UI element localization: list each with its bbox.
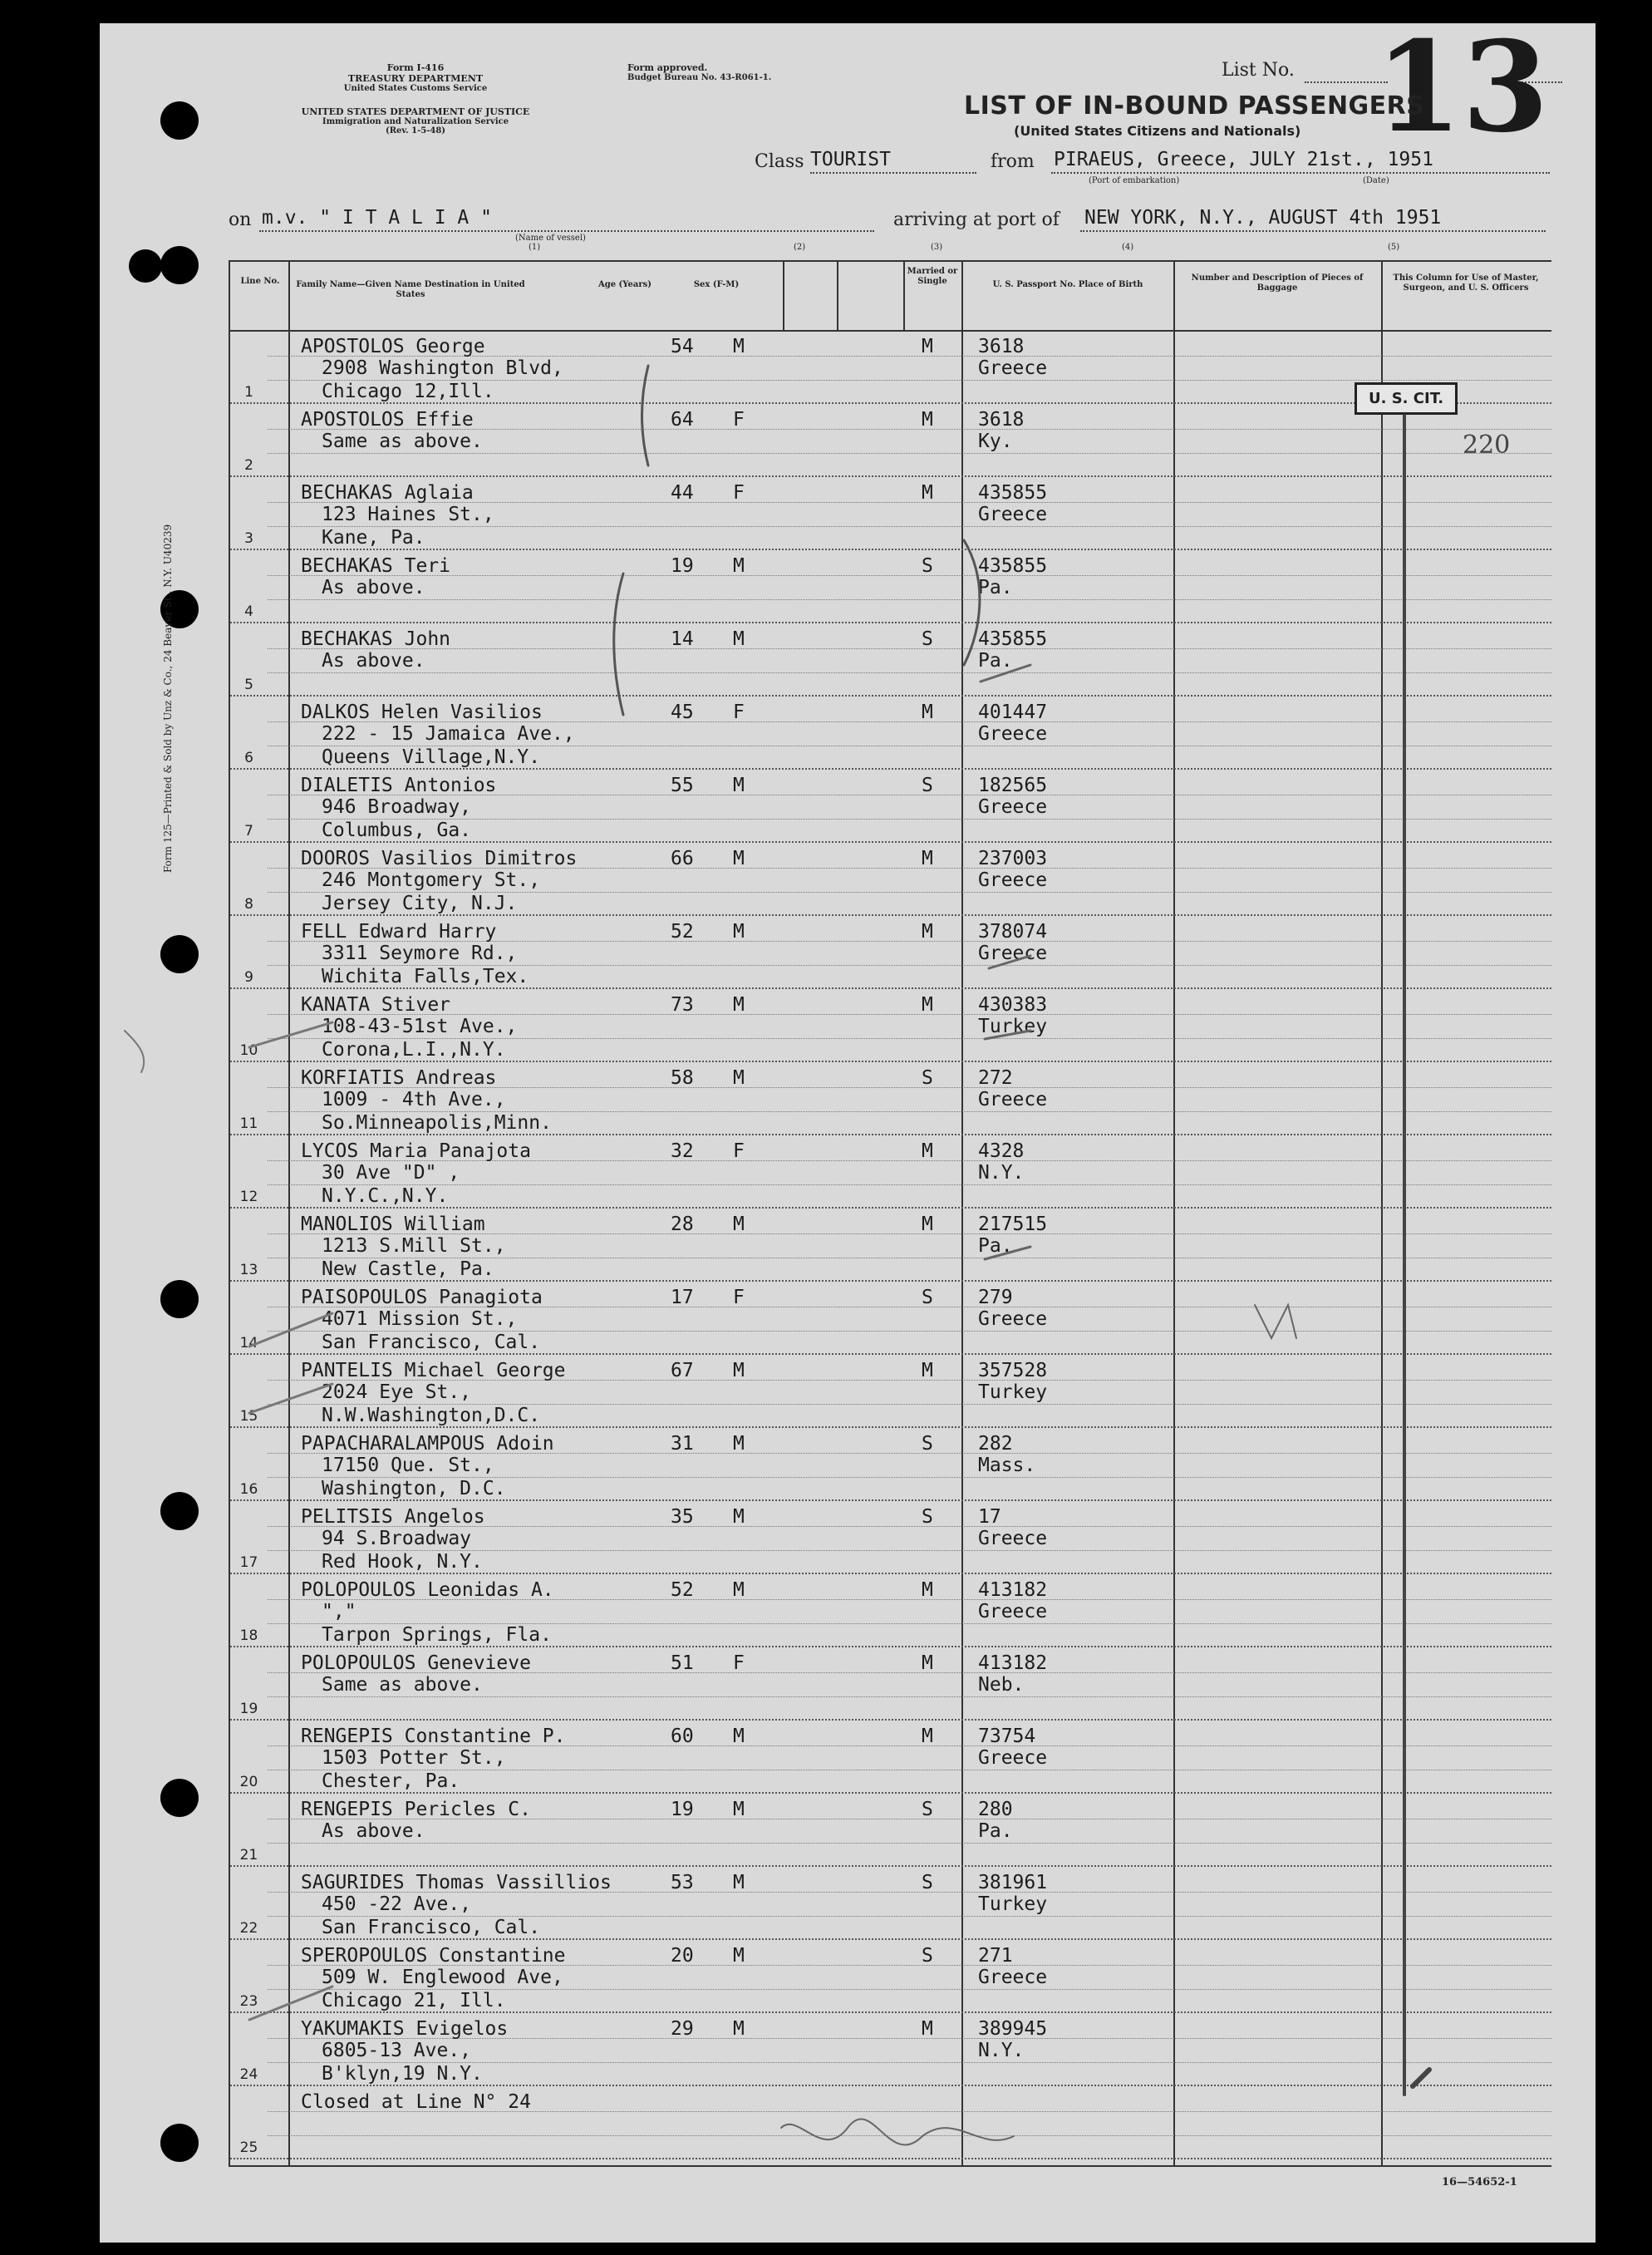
passenger-name: BECHAKAS Teri (301, 555, 451, 577)
marital-status: S (922, 555, 933, 577)
address-line-1: 17150 Que. St., (322, 1455, 494, 1476)
address-line-2: San Francisco, Cal. (322, 1332, 541, 1353)
address-line-2: New Castle, Pa. (322, 1258, 494, 1280)
address-line-1: 946 Broadway, (322, 796, 472, 818)
place-of-birth: Greece (978, 796, 1048, 818)
passenger-sex: M (733, 628, 745, 650)
passport-number: 378074 (978, 921, 1048, 943)
passport-number: 272 (978, 1067, 1013, 1089)
marital-status: S (922, 1433, 933, 1455)
line-number: 17 (239, 1554, 258, 1571)
marital-status: M (922, 994, 933, 1016)
address-line-1: 450 -22 Ave., (322, 1893, 472, 1915)
passenger-age: 52 (671, 921, 694, 943)
address-line-2: Corona,L.I.,N.Y. (322, 1039, 506, 1061)
passenger-name: RENGEPIS Pericles C. (301, 1799, 531, 1820)
passenger-sex: M (733, 1360, 745, 1381)
address-line-2: Wichita Falls,Tex. (322, 966, 529, 987)
marital-status: S (922, 1287, 933, 1308)
passport-number: 401447 (978, 702, 1048, 723)
passenger-age: 29 (671, 2018, 694, 2040)
passenger-sex: M (733, 994, 745, 1016)
address-line-1: 246 Montgomery St., (322, 869, 541, 891)
line-number: 22 (239, 1920, 258, 1937)
place-of-birth: Greece (978, 1747, 1048, 1769)
line-number: 3 (244, 530, 253, 547)
marital-status: M (922, 921, 933, 943)
address-line-2: Chicago 21, Ill. (322, 1990, 506, 2011)
passenger-age: 73 (671, 994, 694, 1016)
place-of-birth: Mass. (978, 1455, 1036, 1476)
officer-note: 220 (1463, 431, 1511, 460)
passenger-name: PELITSIS Angelos (301, 1506, 485, 1528)
passenger-name: BECHAKAS John (301, 628, 451, 650)
place-of-birth: Greece (978, 1528, 1048, 1549)
address-line-2: Columbus, Ga. (322, 820, 472, 841)
line-number: 13 (239, 1262, 258, 1278)
place-of-birth: Greece (978, 869, 1048, 891)
passenger-name: POLOPOULOS Genevieve (301, 1652, 531, 1674)
passenger-age: 60 (671, 1726, 694, 1747)
marital-status: S (922, 775, 933, 796)
col-num-3: (3) (931, 243, 943, 252)
passenger-name: APOSTOLOS Effie (301, 409, 474, 431)
line-number: 20 (239, 1774, 258, 1790)
passenger-age: 58 (671, 1067, 694, 1089)
form-number: Form I-416 (386, 62, 445, 73)
passport-number: 280 (978, 1799, 1013, 1820)
passenger-age: 14 (671, 628, 694, 650)
marital-status: S (922, 1872, 933, 1893)
passenger-name: POLOPOULOS Leonidas A. (301, 1579, 554, 1601)
page-title: LIST OF IN-BOUND PASSENGERS (964, 91, 1425, 121)
passenger-sex: F (733, 702, 745, 723)
address-line-1: 108-43-51st Ave., (322, 1016, 518, 1037)
place-of-birth: Pa. (978, 1235, 1013, 1257)
from-label: from (991, 151, 1035, 172)
footer-code: 16—54652-1 (1442, 2176, 1517, 2189)
address-line-1: As above. (322, 1820, 425, 1842)
arriving-label: arriving at port of (893, 209, 1060, 230)
marital-status: S (922, 1945, 933, 1967)
passenger-age: 44 (671, 482, 694, 504)
marital-status: M (922, 1360, 933, 1381)
passenger-age: 19 (671, 1799, 694, 1820)
place-of-birth: Turkey (978, 1893, 1048, 1915)
passport-number: 4328 (978, 1140, 1025, 1162)
col-header-sex: Sex (F-M) (693, 280, 740, 289)
address-line-2: Washington, D.C. (322, 1478, 506, 1499)
place-of-birth: N.Y. (978, 2040, 1025, 2061)
passenger-name: FELL Edward Harry (301, 921, 497, 943)
passenger-sex: M (733, 848, 745, 869)
marital-status: M (922, 1214, 933, 1235)
place-of-birth: Neb. (978, 1674, 1025, 1696)
address-line-1: 2908 Washington Blvd, (322, 357, 563, 379)
passenger-sex: M (733, 1506, 745, 1528)
passenger-age: 20 (671, 1945, 694, 1967)
marital-status: M (922, 409, 933, 431)
justice-dept: UNITED STATES DEPARTMENT OF JUSTICE (301, 106, 530, 117)
passenger-sex: M (733, 775, 745, 796)
address-line-1: Same as above. (322, 431, 483, 452)
address-line-1: 1503 Potter St., (322, 1747, 506, 1769)
class-label: Class (755, 151, 804, 172)
list-label: List No. (1222, 60, 1295, 81)
passenger-sex: F (733, 409, 745, 431)
line-number: 1 (244, 384, 253, 401)
line-number: 16 (239, 1481, 258, 1498)
address-line-2: San Francisco, Cal. (322, 1917, 541, 1938)
passenger-sex: M (733, 1067, 745, 1089)
passport-number: 73754 (978, 1726, 1036, 1747)
treasury-dept: TREASURY DEPARTMENT (347, 73, 484, 84)
line-number: 8 (244, 896, 253, 913)
col-header-name: Family Name—Given Name Destination in United States (296, 280, 525, 299)
place-of-birth: Greece (978, 357, 1048, 379)
address-line-1: Same as above. (322, 1674, 483, 1696)
class-value: TOURIST (810, 149, 891, 170)
address-line-1: 30 Ave "D" , (322, 1162, 460, 1184)
passenger-age: 45 (671, 702, 694, 723)
passenger-sex: M (733, 1433, 745, 1455)
passport-number: 389945 (978, 2018, 1048, 2040)
customs-service: United States Customs Service (343, 84, 488, 93)
address-line-1: 222 - 15 Jamaica Ave., (322, 723, 575, 745)
place-of-birth: Ky. (978, 431, 1013, 452)
passenger-name: BECHAKAS Aglaia (301, 482, 474, 504)
address-line-1: As above. (322, 650, 425, 672)
passenger-sex: M (733, 921, 745, 943)
place-of-birth: Pa. (978, 577, 1013, 598)
passenger-sex: F (733, 482, 745, 504)
passenger-sex: M (733, 336, 745, 357)
address-line-2: Kane, Pa. (322, 527, 425, 549)
printer-note: Form 125—Printed & Sold by Unz & Co., 24 Beaver St., N.Y. U40239 (162, 524, 174, 873)
passenger-name: LYCOS Maria Panajota (301, 1140, 531, 1162)
address-line-2: Chicago 12,Ill. (322, 381, 494, 402)
place-of-birth: Greece (978, 1967, 1048, 1988)
line-number: 19 (239, 1701, 258, 1717)
passenger-name: Closed at Line N° 24 (301, 2091, 531, 2113)
immigration-service: Immigration and Naturalization Service (322, 117, 509, 126)
line-number: 9 (244, 969, 253, 986)
place-of-birth: Greece (978, 504, 1048, 525)
line-number: 21 (239, 1847, 258, 1864)
passport-number: 17 (978, 1506, 1001, 1528)
passenger-age: 54 (671, 336, 694, 357)
passenger-age: 64 (671, 409, 694, 431)
budget-bureau: Budget Bureau No. 43-R061-1. (627, 73, 772, 82)
passenger-age: 52 (671, 1579, 694, 1601)
form-approved: Form approved. (627, 62, 708, 73)
col-header-age: Age (Years) (597, 280, 652, 289)
passenger-name: KANATA Stiver (301, 994, 451, 1016)
address-line-2: Jersey City, N.J. (322, 893, 518, 914)
passenger-age: 28 (671, 1214, 694, 1235)
address-line-1: 3311 Seymore Rd., (322, 943, 518, 964)
place-of-birth: Greece (978, 943, 1048, 964)
address-line-2: Red Hook, N.Y. (322, 1551, 483, 1573)
passenger-name: DIALETIS Antonios (301, 775, 497, 796)
line-number: 24 (239, 2066, 258, 2083)
marital-status: M (922, 1726, 933, 1747)
passport-number: 435855 (978, 555, 1048, 577)
passenger-name: PAISOPOULOS Panagiota (301, 1287, 543, 1308)
line-number: 18 (239, 1627, 258, 1644)
passenger-sex: M (733, 1579, 745, 1601)
marital-status: M (922, 702, 933, 723)
line-number: 10 (239, 1042, 258, 1059)
passenger-sex: M (733, 1945, 745, 1967)
col-header-baggage: Number and Description of Pieces of Baggage (1191, 273, 1364, 293)
vessel-caption: (Name of vessel) (515, 234, 586, 243)
port-caption: (Port of embarkation) (1089, 176, 1180, 185)
address-line-1: 6805-13 Ave., (322, 2040, 472, 2061)
passport-number: 357528 (978, 1360, 1048, 1381)
list-number: 13 (1375, 14, 1549, 160)
place-of-birth: Turkey (978, 1381, 1048, 1403)
passenger-sex: F (733, 1652, 745, 1674)
line-number: 5 (244, 677, 253, 693)
address-line-2: Chester, Pa. (322, 1770, 460, 1792)
passenger-name: DALKOS Helen Vasilios (301, 702, 543, 723)
marital-status: M (922, 1140, 933, 1162)
address-line-1: 4071 Mission St., (322, 1308, 518, 1330)
col-header-passport: U. S. Passport No. Place of Birth (992, 280, 1143, 289)
address-line-1: 1213 S.Mill St., (322, 1235, 506, 1257)
passenger-name: SPEROPOULOS Constantine (301, 1945, 566, 1967)
passenger-name: MANOLIOS William (301, 1214, 485, 1235)
passport-number: 271 (978, 1945, 1013, 1967)
col-header-officers: This Column for Use of Master, Surgeon, and U. S. Officers (1393, 273, 1539, 293)
marital-status: M (922, 1579, 933, 1601)
marital-status: M (922, 336, 933, 357)
passenger-age: 17 (671, 1287, 694, 1308)
address-line-2: Tarpon Springs, Fla. (322, 1624, 552, 1646)
passport-number: 413182 (978, 1579, 1048, 1601)
col-header-line: Line No. (240, 277, 280, 286)
place-of-birth: N.Y. (978, 1162, 1025, 1184)
passenger-name: PAPACHARALAMPOUS Adoin (301, 1433, 554, 1455)
passenger-age: 51 (671, 1652, 694, 1674)
passport-number: 3618 (978, 336, 1025, 357)
place-of-birth: Greece (978, 1089, 1048, 1110)
place-of-birth: Greece (978, 1308, 1048, 1330)
passenger-sex: M (733, 1726, 745, 1747)
line-number: 25 (239, 2139, 258, 2156)
place-of-birth: Pa. (978, 1820, 1013, 1842)
line-number: 12 (239, 1189, 258, 1205)
us-citizen-stamp: U. S. CIT. (1355, 382, 1458, 415)
passport-number: 217515 (978, 1214, 1048, 1235)
marital-status: S (922, 628, 933, 650)
marital-status: S (922, 1067, 933, 1089)
passenger-sex: M (733, 555, 745, 577)
passenger-name: APOSTOLOS George (301, 336, 485, 357)
place-of-birth: Turkey (978, 1016, 1048, 1037)
passenger-age: 31 (671, 1433, 694, 1455)
marital-status: M (922, 482, 933, 504)
on-label: on (229, 209, 252, 230)
from-value: PIRAEUS, Greece, JULY 21st., 1951 (1054, 149, 1433, 170)
address-line-1: 1009 - 4th Ave., (322, 1089, 506, 1110)
passenger-age: 53 (671, 1872, 694, 1893)
page-subtitle: (United States Citizens and Nationals) (1014, 123, 1301, 139)
revision-date: (Rev. 1-5-48) (385, 126, 446, 135)
marital-status: M (922, 2018, 933, 2040)
passenger-sex: M (733, 1872, 745, 1893)
passenger-age: 32 (671, 1140, 694, 1162)
passenger-name: RENGEPIS Constantine P. (301, 1726, 566, 1747)
address-line-1: 2024 Eye St., (322, 1381, 472, 1403)
address-line-2: B'klyn,19 N.Y. (322, 2063, 483, 2085)
address-line-1: As above. (322, 577, 425, 598)
line-number: 23 (239, 1993, 258, 2010)
place-of-birth: Greece (978, 1601, 1048, 1622)
passenger-sex: M (733, 1799, 745, 1820)
passenger-age: 66 (671, 848, 694, 869)
passenger-name: YAKUMAKIS Evigelos (301, 2018, 509, 2040)
passport-number: 413182 (978, 1652, 1048, 1674)
marital-status: S (922, 1799, 933, 1820)
address-line-1: 123 Haines St., (322, 504, 494, 525)
col-num-1: (1) (529, 243, 541, 252)
passport-number: 435855 (978, 482, 1048, 504)
passenger-name: SAGURIDES Thomas Vassillios (301, 1872, 612, 1893)
place-of-birth: Pa. (978, 650, 1013, 672)
passport-number: 279 (978, 1287, 1013, 1308)
line-number: 7 (244, 823, 253, 839)
place-of-birth: Greece (978, 723, 1048, 745)
passenger-name: PANTELIS Michael George (301, 1360, 566, 1381)
passenger-sex: M (733, 1214, 745, 1235)
line-number: 14 (239, 1335, 258, 1352)
line-number: 15 (239, 1408, 258, 1425)
col-header-married: Married or Single (907, 267, 958, 286)
arriving-value: NEW YORK, N.Y., AUGUST 4th 1951 (1084, 207, 1442, 229)
line-number: 6 (244, 750, 253, 766)
marital-status: M (922, 1652, 933, 1674)
address-line-1: "," (322, 1601, 356, 1622)
passport-number: 430383 (978, 994, 1048, 1016)
passport-number: 381961 (978, 1872, 1048, 1893)
address-line-2: N.Y.C.,N.Y. (322, 1185, 449, 1207)
line-number: 11 (239, 1115, 258, 1132)
marital-status: M (922, 848, 933, 869)
vessel-value: m.v. " I T A L I A " (262, 207, 492, 229)
address-line-2: N.W.Washington,D.C. (322, 1405, 541, 1426)
passport-number: 182565 (978, 775, 1048, 796)
passenger-sex: F (733, 1140, 745, 1162)
address-line-1: 509 W. Englewood Ave, (322, 1967, 563, 1988)
passenger-age: 35 (671, 1506, 694, 1528)
address-line-2: Queens Village,N.Y. (322, 746, 541, 768)
passenger-age: 19 (671, 555, 694, 577)
passport-number: 3618 (978, 409, 1025, 431)
line-number: 4 (244, 603, 253, 620)
passenger-sex: M (733, 2018, 745, 2040)
address-line-1: 94 S.Broadway (322, 1528, 472, 1549)
col-num-2: (2) (794, 243, 806, 252)
passenger-name: KORFIATIS Andreas (301, 1067, 497, 1089)
col-num-4: (4) (1122, 243, 1134, 252)
col-num-5: (5) (1388, 243, 1400, 252)
date-caption: (Date) (1363, 176, 1389, 185)
address-line-2: So.Minneapolis,Minn. (322, 1112, 552, 1134)
passenger-age: 67 (671, 1360, 694, 1381)
passenger-name: DOOROS Vasilios Dimitros (301, 848, 578, 869)
marital-status: S (922, 1506, 933, 1528)
passport-number: 237003 (978, 848, 1048, 869)
line-number: 2 (244, 457, 253, 474)
passport-number: 435855 (978, 628, 1048, 650)
passenger-age: 55 (671, 775, 694, 796)
passenger-sex: F (733, 1287, 745, 1308)
passport-number: 282 (978, 1433, 1013, 1455)
